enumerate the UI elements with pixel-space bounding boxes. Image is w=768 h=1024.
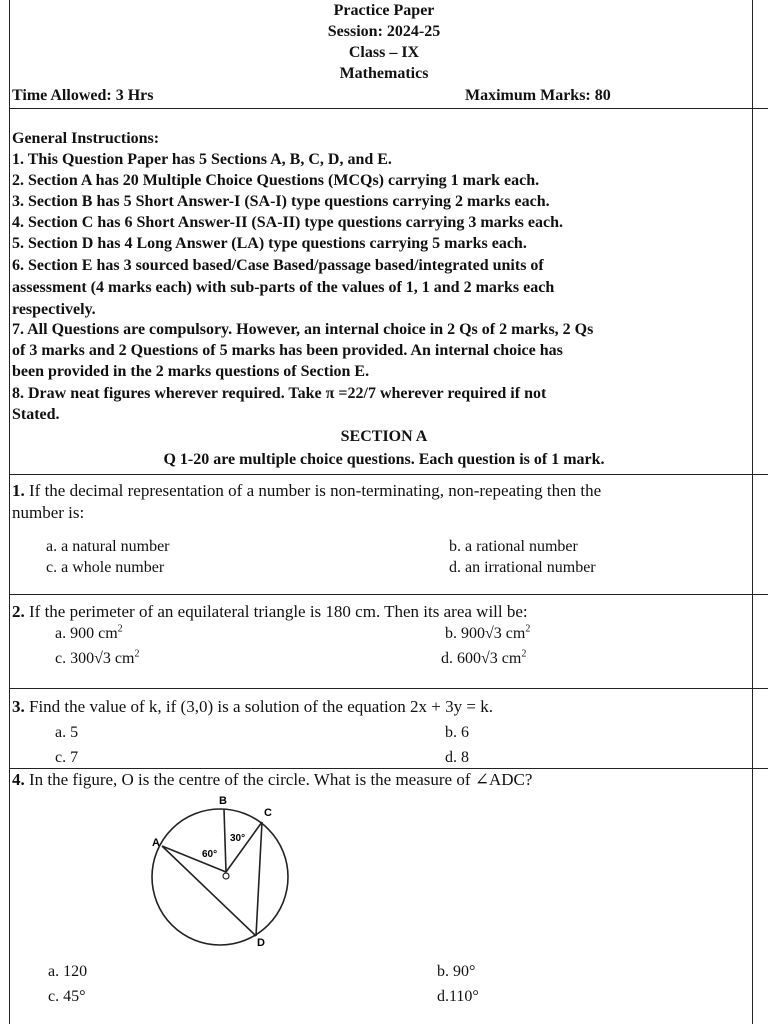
right-border bbox=[752, 0, 753, 1024]
time-allowed: Time Allowed: 3 Hrs bbox=[12, 87, 154, 104]
question-number: 1. bbox=[12, 481, 25, 500]
option-a: a. 900 cm bbox=[55, 625, 118, 642]
instruction-line: respectively. bbox=[12, 301, 96, 318]
centre-point bbox=[223, 873, 229, 879]
option-d: d. 600√3 cm bbox=[441, 650, 522, 667]
instruction-line: 4. Section C has 6 Short Answer-II (SA-II) type questions carrying 3 marks each. bbox=[12, 214, 563, 231]
circle-figure bbox=[140, 790, 300, 965]
label-b: B bbox=[219, 795, 227, 807]
question-number: 3. bbox=[12, 697, 25, 716]
question-divider bbox=[9, 768, 768, 769]
question-divider bbox=[9, 688, 768, 689]
instruction-line: been provided in the 2 marks questions of Section E. bbox=[12, 363, 370, 380]
question-1-text bbox=[12, 481, 601, 501]
option-c: c. 45° bbox=[48, 988, 86, 1005]
option-b: b. a rational number bbox=[449, 538, 578, 555]
question-number: 4. bbox=[12, 770, 25, 789]
superscript: 2 bbox=[117, 623, 123, 635]
option-a: a. a natural number bbox=[46, 538, 170, 555]
section-subtitle: Q 1-20 are multiple choice questions. Each question is of 1 mark. bbox=[163, 451, 605, 468]
instruction-line: of 3 marks and 2 Questions of 5 marks has been provided. An internal choice has bbox=[12, 342, 563, 359]
option-a: a. 120 bbox=[48, 963, 88, 980]
question-divider bbox=[9, 594, 768, 595]
instruction-line: 8. Draw neat figures wherever required. Take π =22/7 wherever required if not bbox=[12, 385, 547, 402]
session-label: Session: 2024-25 bbox=[327, 23, 441, 40]
question-2-text bbox=[12, 602, 528, 622]
question-4-text bbox=[12, 770, 532, 790]
instruction-line: 3. Section B has 5 Short Answer-I (SA-I) type questions carrying 2 marks each. bbox=[12, 193, 550, 210]
instruction-line: assessment (4 marks each) with sub-parts of the values of 1, 1 and 2 marks each bbox=[12, 279, 555, 296]
maximum-marks: Maximum Marks: 80 bbox=[465, 87, 611, 104]
segment-bo bbox=[224, 809, 226, 872]
label-d: D bbox=[257, 937, 265, 949]
superscript: 2 bbox=[521, 648, 527, 660]
angle-30-label: 30° bbox=[230, 833, 246, 844]
instruction-line: 6. Section E has 3 sourced based/Case Based/passage based/integrated units of bbox=[12, 257, 544, 274]
header-divider bbox=[9, 108, 768, 109]
label-a: A bbox=[152, 837, 160, 849]
option-d: d. 8 bbox=[445, 749, 469, 766]
circle-outline bbox=[152, 809, 288, 945]
option-c: c. 7 bbox=[55, 749, 79, 766]
class-label: Class – IX bbox=[348, 44, 420, 61]
question-text: Find the value of k, if (3,0) is a solution of the equation 2x + 3y = k. bbox=[29, 697, 493, 716]
angle-60-label: 60° bbox=[202, 849, 218, 860]
instruction-line: 7. All Questions are compulsory. However, an internal choice in 2 Qs of 2 marks, 2 Qs bbox=[12, 321, 594, 338]
left-border bbox=[9, 0, 10, 1024]
question-text: number is: bbox=[12, 503, 85, 522]
question-text: In the figure, O is the centre of the circle. What is the measure of ∠ADC? bbox=[29, 770, 533, 789]
instruction-line: 2. Section A has 20 Multiple Choice Questions (MCQs) carrying 1 mark each. bbox=[12, 172, 540, 189]
instruction-line: 1. This Question Paper has 5 Sections A, B, C, D, and E. bbox=[12, 151, 392, 168]
segment-cd bbox=[256, 822, 262, 936]
option-b: b. 900√3 cm bbox=[445, 625, 526, 642]
instruction-line: Stated. bbox=[12, 406, 60, 423]
option-d: d. an irrational number bbox=[449, 559, 596, 576]
question-text: If the perimeter of an equilateral triangle is 180 cm. Then its area will be: bbox=[29, 602, 528, 621]
superscript: 2 bbox=[525, 623, 531, 635]
question-text: If the decimal representation of a number is non-terminating, non-repeating then the bbox=[29, 481, 602, 500]
option-b: b. 90° bbox=[437, 963, 476, 980]
segment-oc bbox=[226, 822, 262, 872]
instructions-heading: General Instructions: bbox=[12, 130, 160, 147]
label-c: C bbox=[264, 807, 272, 819]
superscript: 2 bbox=[134, 648, 140, 660]
question-3-text bbox=[12, 697, 493, 717]
section-divider bbox=[9, 474, 768, 475]
option-a: a. 5 bbox=[55, 724, 79, 741]
option-c: c. 300√3 cm bbox=[55, 650, 135, 667]
subject-label: Mathematics bbox=[339, 65, 429, 82]
paper-title: Practice Paper bbox=[333, 2, 435, 19]
question-number: 2. bbox=[12, 602, 25, 621]
option-d: d.110° bbox=[437, 988, 479, 1005]
section-title: SECTION A bbox=[340, 428, 428, 445]
instruction-line: 5. Section D has 4 Long Answer (LA) type questions carrying 5 marks each. bbox=[12, 235, 527, 252]
option-b: b. 6 bbox=[445, 724, 469, 741]
option-c: c. a whole number bbox=[46, 559, 165, 576]
